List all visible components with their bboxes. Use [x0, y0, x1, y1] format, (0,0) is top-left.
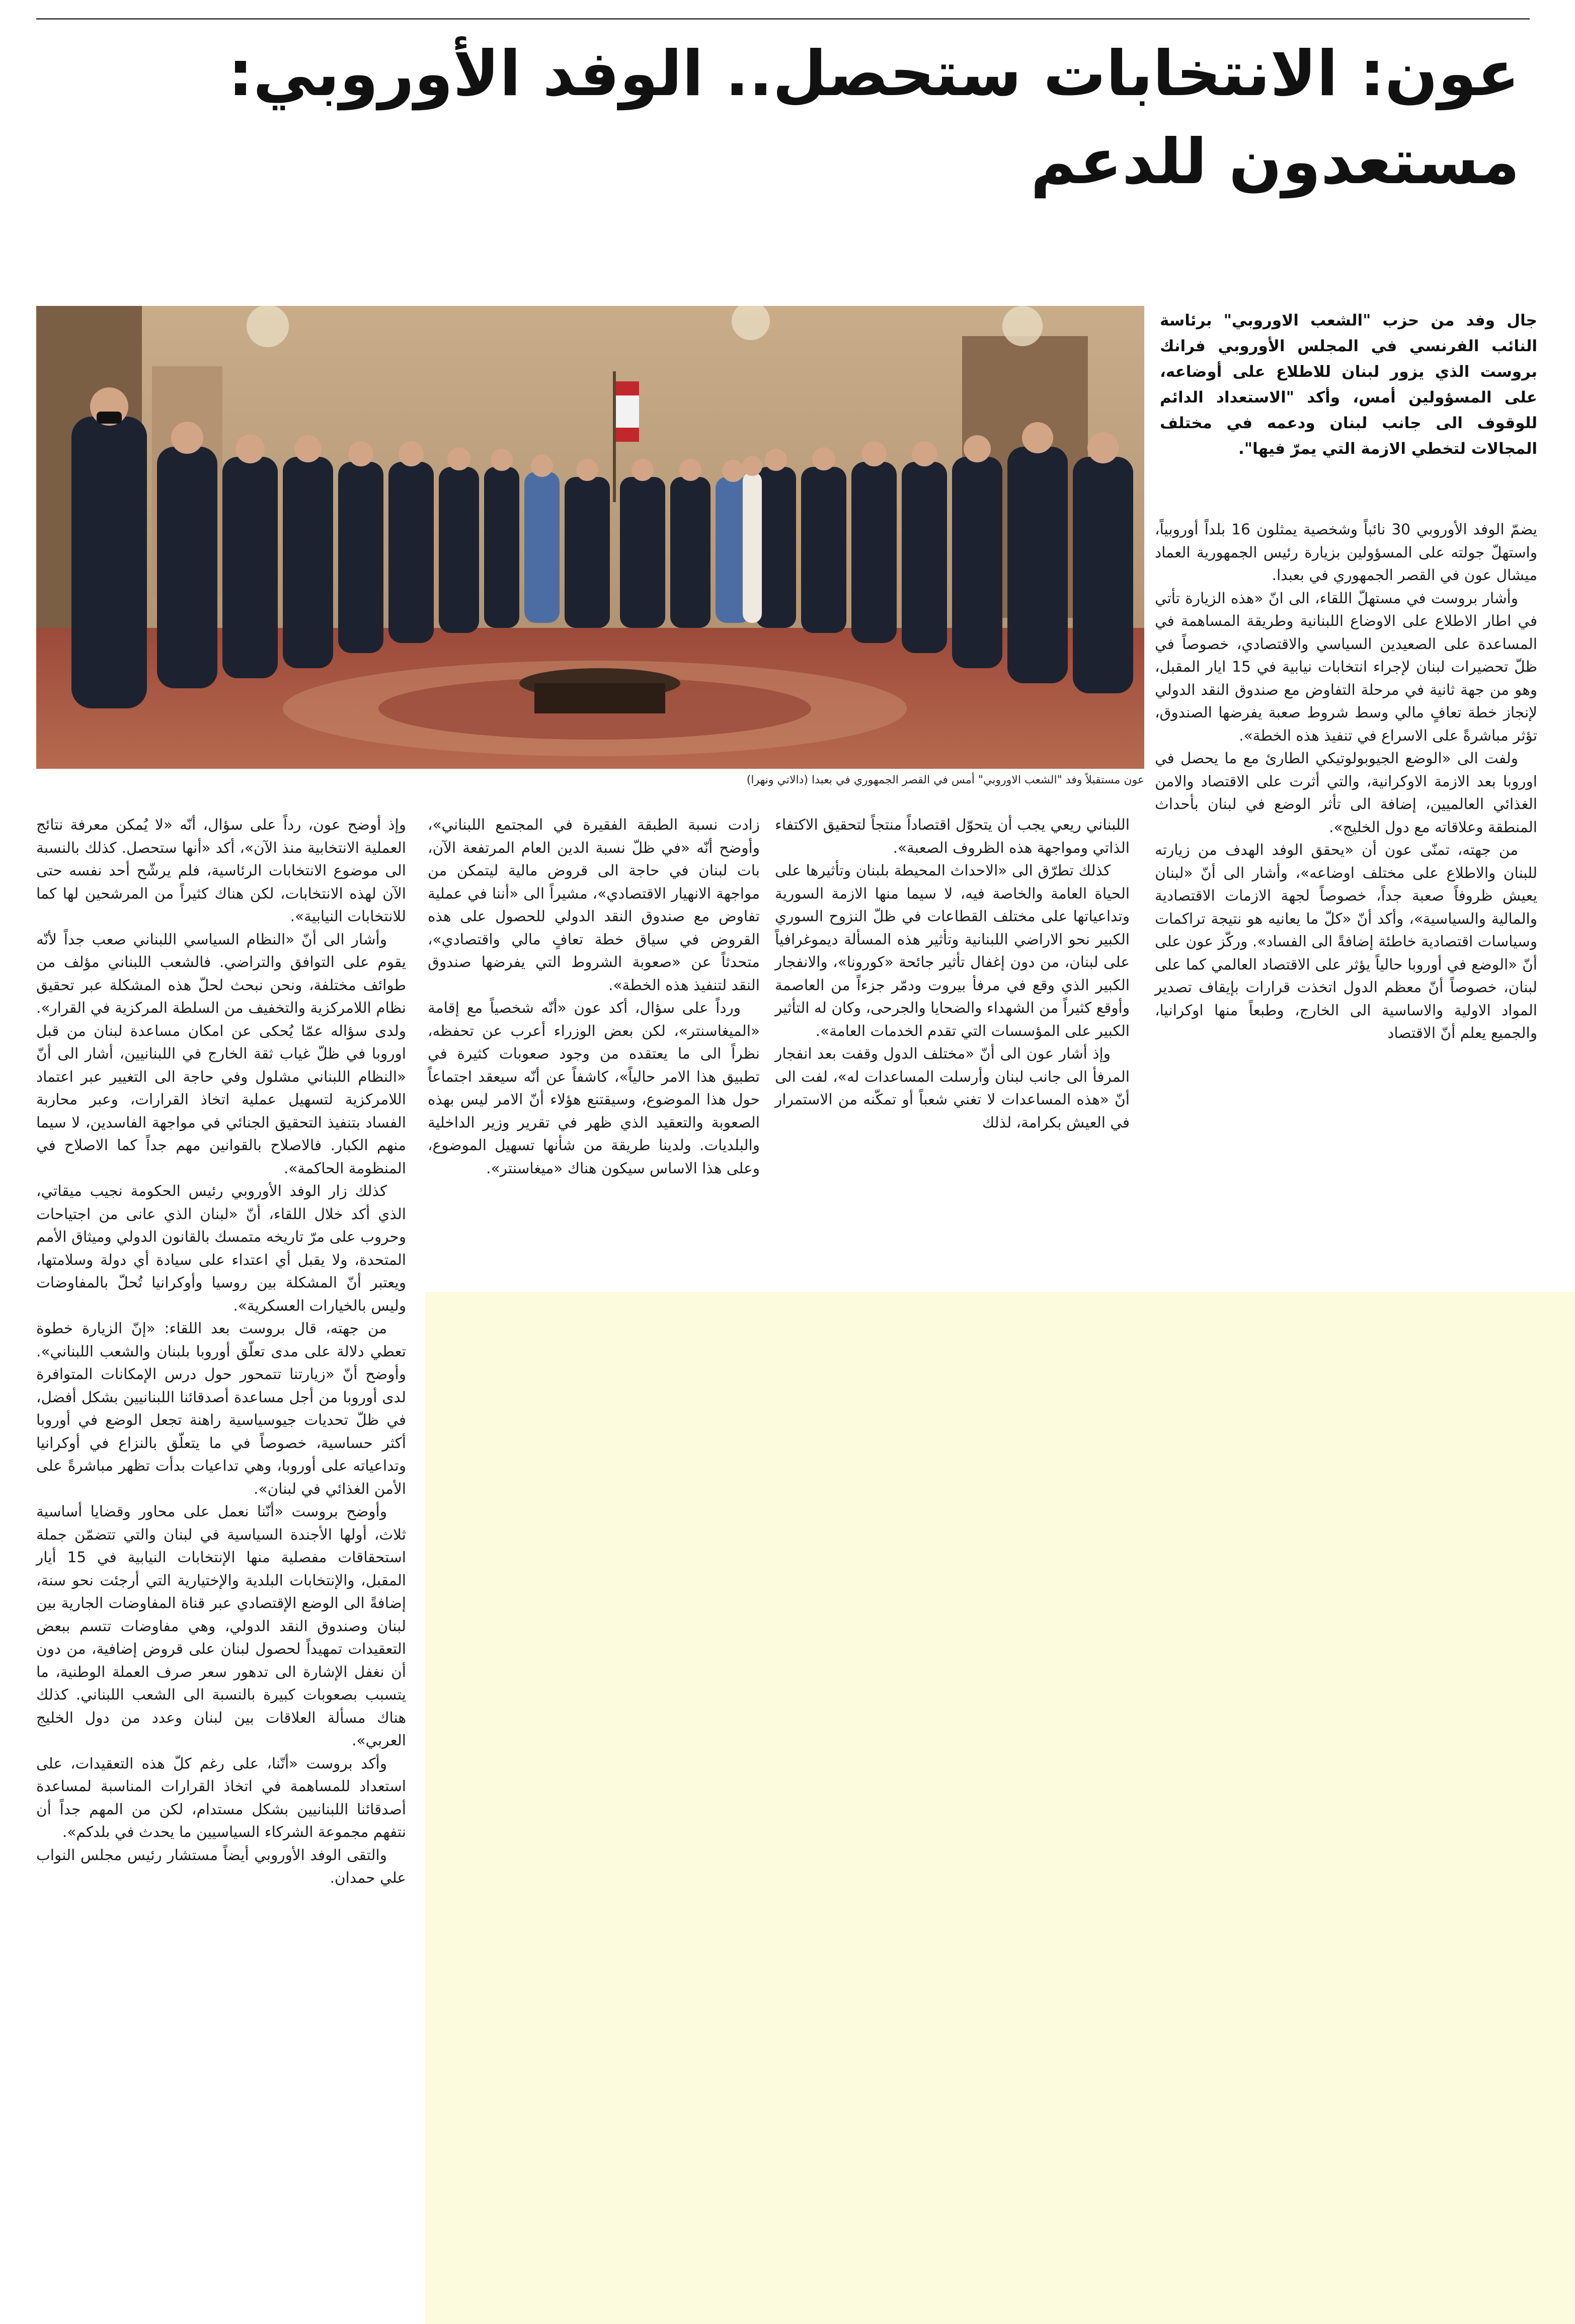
- paragraph: من جهته، تمنّى عون أن «يحقق الوفد الهدف من زيارته للبنان والاطلاع على مختلف اوضاعه»، وأشار الى أنّ «لبنان يعيش ظروفاً صعبة جداً، خصوصاً لجهة الازمات الاقتصادية والمالية والسياسية»، وأكد أنّ «كلّ ما يعانيه هو نتيجة تراكمات وسياسات اقتصادية خاطئة إضافةً الى الفساد». وركّز عون على أنّ «الوضع في أوروبا حالياً يؤثر على الاقتصاد العالمي كما على لبنان، خصوصاً أنّ معظم الدول اتخذت قرارات بإيقاف تصدير المواد الاولية والاساسية الى الخارج، وطبعاً منها اوكرانيا، والجميع يعلم أنّ الاقتصاد: [1155, 841, 1537, 1041]
- paragraph: وإذ أشار عون الى أنّ «مختلف الدول وقفت بعد انفجار المرفأ الى جانب لبنان وأرسلت المساعدات له»، لفت الى أنّ «هذه المساعدات لا تغني شعباً أو تمكّنه من الاستمرار في العيش بكرامة، لذلك: [775, 1045, 1130, 1131]
- paragraph: اللبناني ريعي يجب أن يتحوّل اقتصاداً منتجاً لتحقيق الاكتفاء الذاتي ومواجهة هذه الظروف الصعبة».: [775, 816, 1130, 856]
- paragraph: كذلك زار الوفد الأوروبي رئيس الحكومة نجيب ميقاتي، الذي أكد خلال اللقاء، أنّ «لبنان الذي عانى من اجتياحات وحروب على مرّ تاريخه متمسك بالقانون الدولي وميثاق الأمم المتحدة، ولا يقبل أي اعتداء على سيادة أي دولة وسلامتها، ويعتبر أنّ المشكلة بين روسيا وأوكرانيا تُحلّ بالمفاوضات وليس بالخيارات العسكرية».: [36, 1182, 406, 1314]
- paragraph: وأشار الى أنّ «النظام السياسي اللبناني صعب جداً لأنّه يقوم على التوافق والتراضي. فالشعب اللبناني مؤلف من طوائف مختلفة، ونحن نبحث لحلّ هذه المشكلة عبر تحقيق نظام اللامركزية والتخفيف من السلطة المركزية في القرار». ولدى سؤاله عمّا يُحكى عن امكان مساعدة لبنان من قبل اوروبا في ظلّ غياب ثقة الخارج في اللبنانيين، أشار الى أنّ «النظام اللبناني مشلول وفي حاجة الى التغيير عبر اعتماد اللامركزية لتسهيل عملية اتخاذ القرارات، وعبر محاربة الفساد بتنفيذ التحقيق الجنائي في مواجهة الفاسدين، لا سيما منهم الكبار. فالاصلاح بالقوانين مهم جداً كما الاصلاح في المنظومة الحاكمة».: [36, 930, 406, 1177]
- text-column-1: [1155, 518, 1537, 1045]
- paragraph: كذلك تطرّق الى «الاحداث المحيطة بلبنان وتأثيرها على الحياة العامة والخاصة فيه، لا سيما منها الازمة السورية وتداعياتها على مختلف القطاعات في ظلّ النزوح السوري الكبير نحو الاراضي اللبنانية وتأثير هذه المسألة ديموغرافياً على لبنان، من دون إغفال تأثير جائحة «كورونا»، والانفجار الكبير الذي وقع في مرفأ بيروت ودمّر جزءاً من العاصمة وأوقع كثيراً من الشهداء والضحايا والجرحى، وكان له التأثير الكبير على المؤسسات التي تقدم الخدمات العامة».: [775, 862, 1130, 1039]
- article-headline: [60, 30, 1520, 206]
- paragraph: يضمّ الوفد الأوروبي 30 نائباً وشخصية يمثلون 16 بلداً أوروبياً، واستهلّ جولته على المسؤولين بزيارة رئيس الجمهورية العماد ميشال عون في القصر الجمهوري في بعبدا.: [1155, 521, 1538, 584]
- paragraph: زادت نسبة الطبقة الفقيرة في المجتمع اللبناني»، وأوضح أنّه «في ظلّ نسبة الدين العام المرتفعة الآن، بات لبنان في حاجة الى قروض مالية ليتمكن من مواجهة الانهيار الاقتصادي»، مشيراً الى «أننا في عملية تفاوض مع صندوق النقد الدولي للحصول على هذه القروض في سياق خطة تعافٍ مالي واقتصادي»، متحدثاً عن «صعوبة الشروط التي يفرضها صندوق النقد لتنفيذ هذه الخطة».: [428, 816, 760, 994]
- paragraph: وأشار بروست في مستهلّ اللقاء، الى انّ «هذه الزيارة تأتي في اطار الاطلاع على الاوضاع اللبنانية وطريقة المساهمة في المساعدة على الصعيدين السياسي والاقتصادي، خصوصاً في ظلّ تحضيرات لبنان لإجراء انتخابات نيابية في 15 ايار المقبل، وهو من جهة ثانية في مرحلة التفاوض مع صندوق النقد الدولي لإنجاز خطة تعافٍ مالي وسط شروط صعبة يفرضها الصندوق، تؤثر مباشرةً على الاسراع في تنفيذ هذه الخطة».: [1155, 589, 1537, 744]
- text-column-3: [428, 814, 760, 1180]
- photo-caption: عون مستقبلاً وفد "الشعب الاوروبي" أمس في القصر الجمهوري في بعبدا (دالاتي ونهرا): [746, 774, 1144, 786]
- top-rule: [36, 18, 1530, 20]
- paragraph: وإذ أوضح عون، رداً على سؤال، أنّه «لا يُمكن معرفة نتائج العملية الانتخابية منذ الآن»، أكد «أنها ستحصل. كذلك بالنسبة الى موضوع الانتخابات الرئاسية، فلم يرشّح أحد نفسه حتى الآن لهذه الانتخابات، لكن هناك كثيراً من المرشحين لها كما للانتخابات النيابية».: [36, 816, 406, 925]
- blank-ad-panel: [425, 1292, 1575, 2324]
- paragraph: ولفت الى «الوضع الجيوبولوتيكي الطارئ مع ما يحصل في اوروبا بعد الازمة الاوكرانية، والتي أثرت على الاقتصاد والامن الغذائي العالميين، إضافة الى تأثر الوضع في لبنان بأحداث المنطقة وعلاقاته مع دول الخليج».: [1155, 750, 1537, 836]
- text-column-4: [36, 814, 406, 1890]
- paragraph: من جهته، قال بروست بعد اللقاء: «إنّ الزيارة خطوة تعطي دلالة على مدى تعلّق أوروبا بلبنان والشعب اللبناني». وأوضح أنّ «زيارتنا تتمحور حول درس الإمكانات المتوافرة لدى أوروبا من أجل مساعدة أصدقائنا اللبنانيين بشكل أفضل، في ظلّ تحديات جيوسياسية راهنة تجعل الوضع في أوروبا أكثر حساسية، خصوصاً في ما يتعلّق بالنزاع في أوكرانيا وتداعياته على أوروبا، وهي تداعيات بدأت تظهر مباشرةً على الأمن الغذائي في لبنان».: [36, 1320, 406, 1497]
- lead-paragraph: جال وفد من حزب "الشعب الاوروبي" برئاسة النائب الفرنسي في المجلس الأوروبي فرانك بروست الذي يزور لبنان للاطلاع على أوضاعه، على المسؤولين أمس، وأكد "الاستعداد الدائم للوقوف الى جانب لبنان ودعمه في مختلف المجالات لتخطي الازمة التي يمرّ فيها".: [1160, 311, 1537, 458]
- text-column-2: [775, 814, 1130, 1134]
- headline-line-1: عون: الانتخابات ستحصل.. الوفد الأوروبي:: [228, 38, 1520, 110]
- paragraph: وأوضح بروست «أنّنا نعمل على محاور وقضايا أساسية ثلاث، أولها الأجندة السياسية في لبنان والتي تتضمّن جملة استحقاقات مفصلية منها الإنتخابات النيابية في 15 أيار المقبل، والإنتخابات البلدية والإختيارية التي أرجئت نحو سنة، إضافةً الى الوضع الإقتصادي عبر قناة المفاوضات الجارية بين لبنان وصندوق النقد الدولي، وهي مفاوضات تتسم ببعض التعقيدات تمهيداً لحصول لبنان على قروض إضافية، من دون أن نغفل الإشارة الى تدهور سعر صرف العملة الوطنية، ما يتسبب بصعوبات كبيرة بالنسبة الى الشعب اللبناني. كذلك هناك مسألة العلاقات بين لبنان وعدد من دول الخليج العربي».: [36, 1503, 406, 1749]
- news-photo: [36, 306, 1144, 769]
- paragraph: والتقى الوفد الأوروبي أيضاً مستشار رئيس مجلس النواب علي حمدان.: [36, 1846, 406, 1886]
- headline-line-2: مستعدون للدعم: [1030, 126, 1520, 198]
- paragraph: وأكد بروست «أنّنا، على رغم كلّ هذه التعقيدات، على استعداد للمساهمة في اتخاذ القرارات المناسبة لمساعدة أصدقائنا اللبنانيين بشكل مستدام، لكن من المهم جداً أن نتفهم مجموعة الشركاء السياسيين ما يحدث في بلدكم».: [36, 1754, 406, 1840]
- paragraph: ورداً على سؤال، أكد عون «أنّه شخصياً مع إقامة «الميغاسنتر»، لكن بعض الوزراء أعرب عن تحفظه، نظراً الى ما يعتقده من وجود صعوبات كثيرة في تطبيق هذا الامر حالياً»، كاشفاً عن أنّه سيعقد اجتماعاً حول هذا الموضوع، وسيقتنع هؤلاء أنّ الامر ليس بهذه الصعوبة والتعقيد الذي ظهر في تقرير وزير الداخلية والبلديات. ولدينا طريقة من شأنها تسهيل الموضوع، وعلى هذا الاساس سيكون هناك «ميغاسنتر».: [428, 999, 760, 1177]
